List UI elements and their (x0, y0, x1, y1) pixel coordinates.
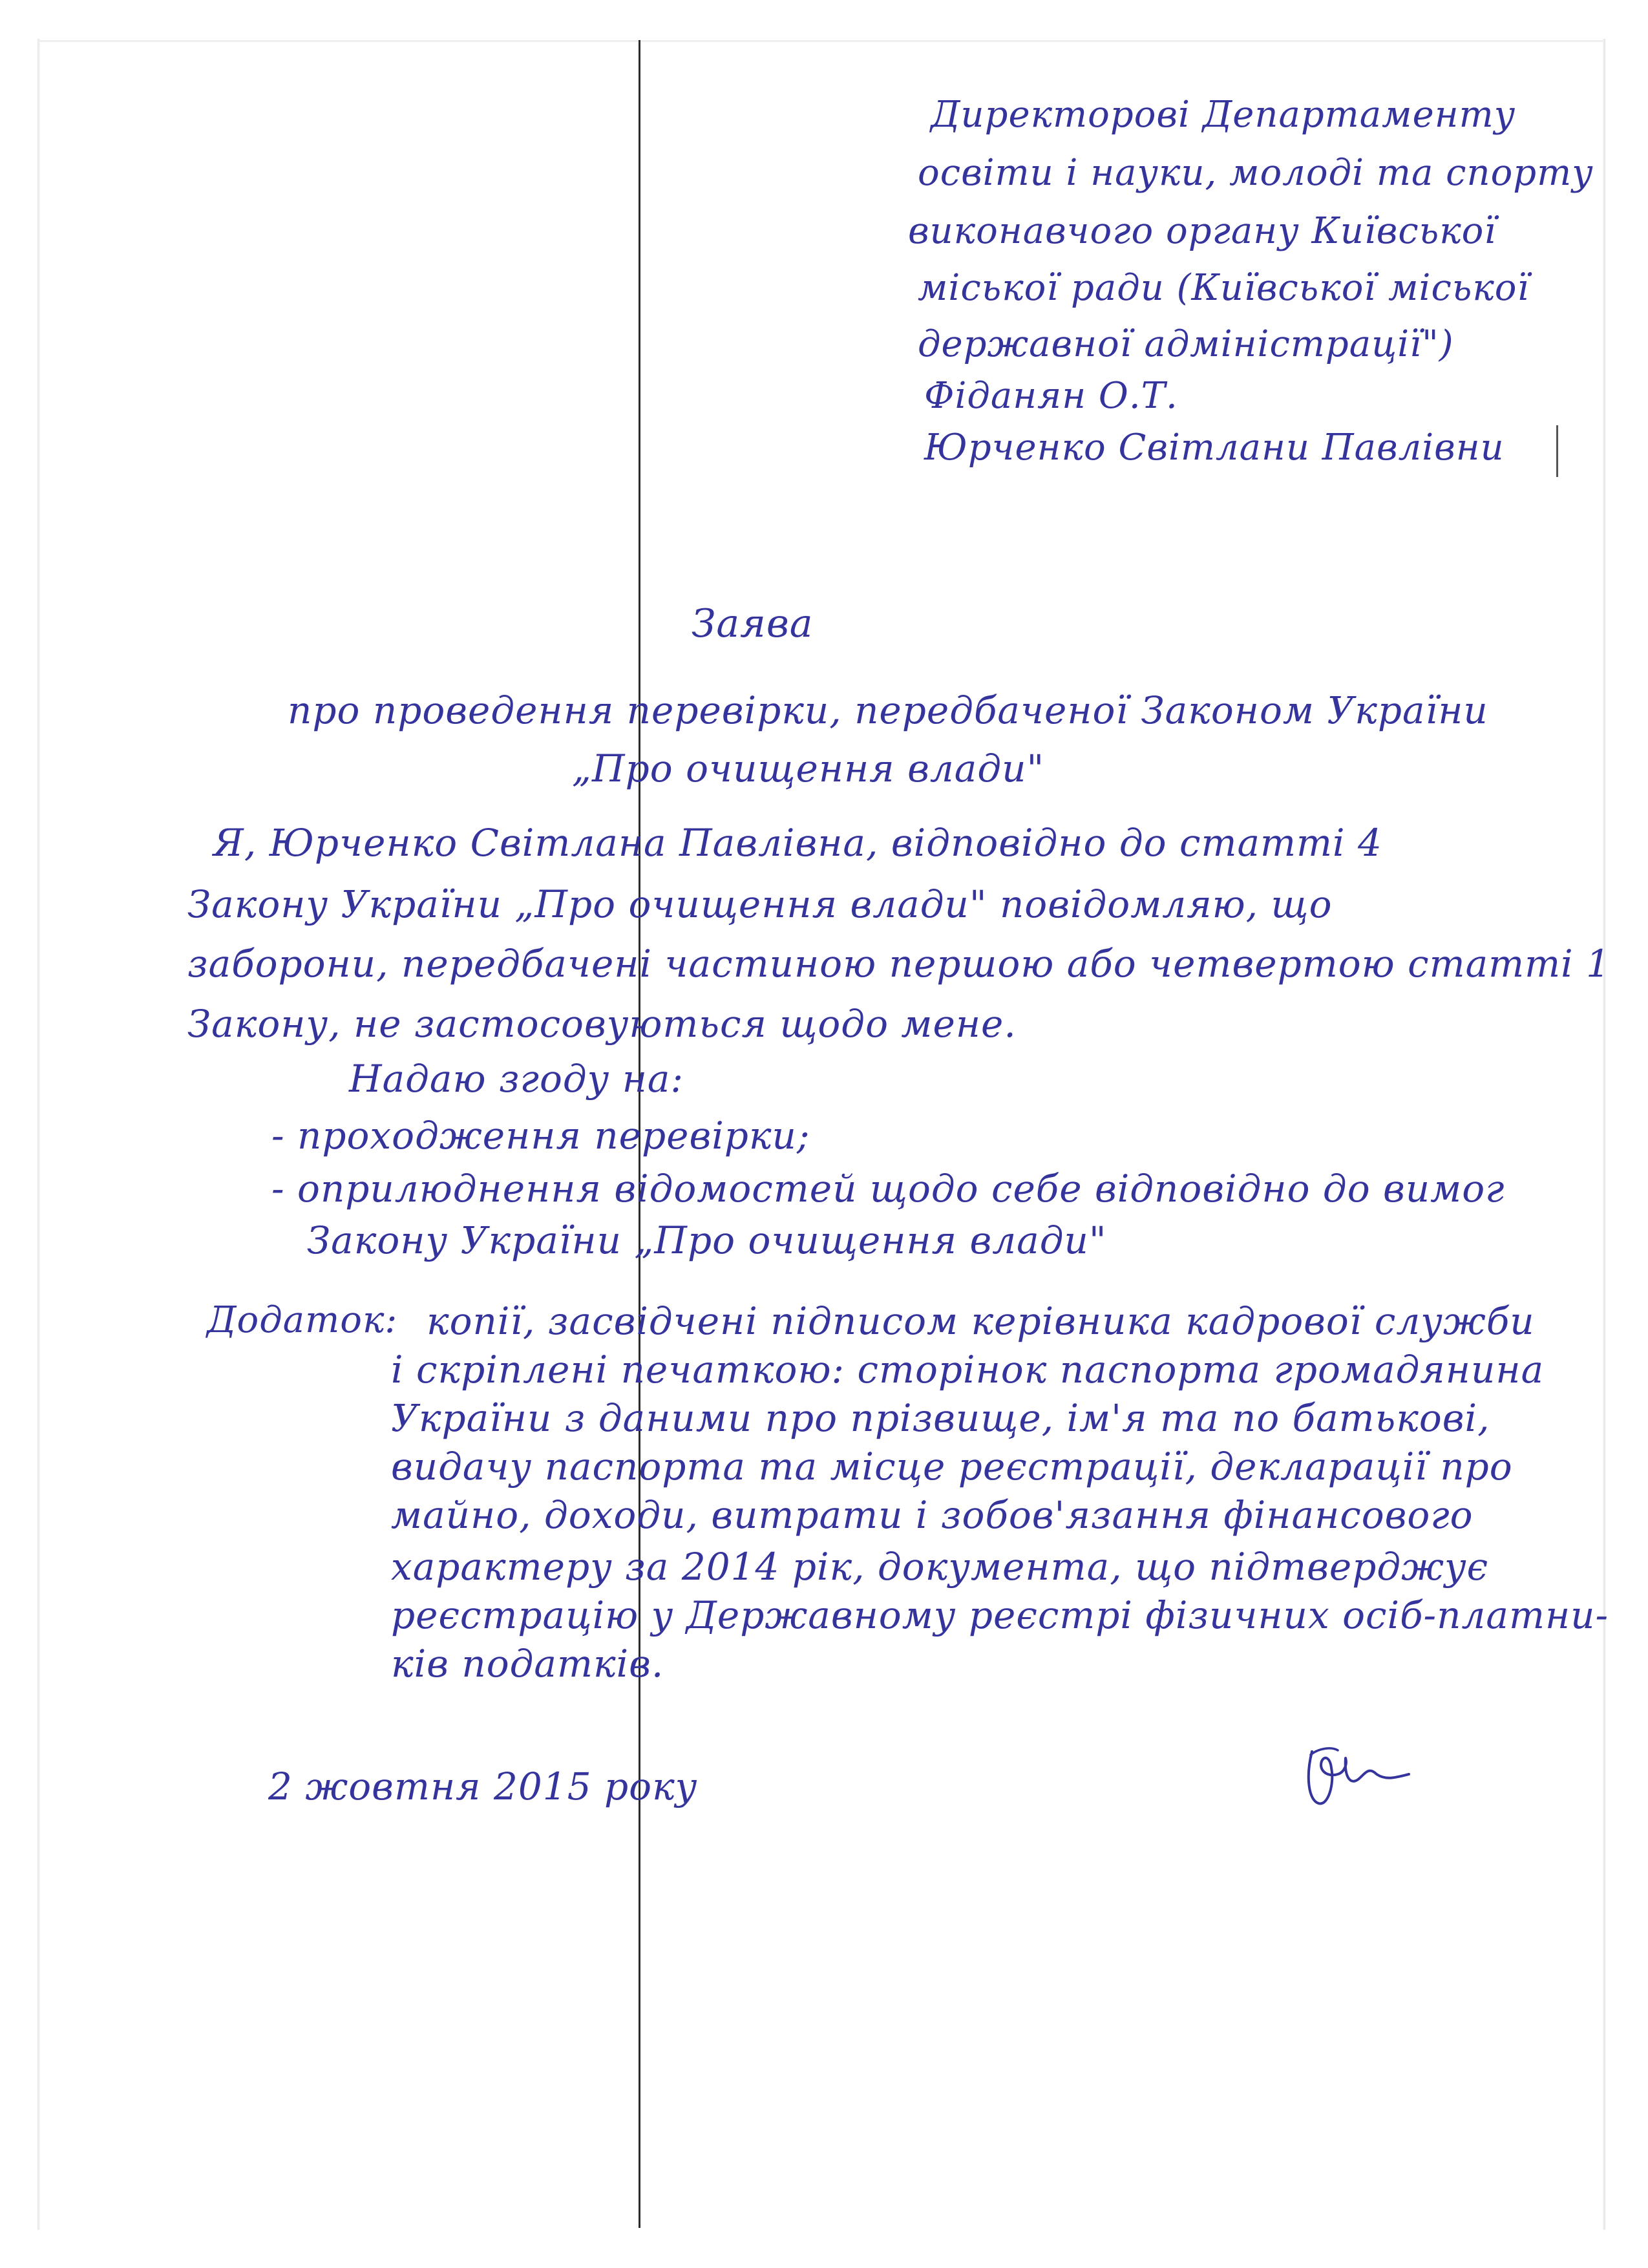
page-edge-top (39, 40, 1603, 42)
addressee-line: освіти і науки, молоді та спорту (918, 152, 1594, 194)
attachment-line: України з даними про прізвище, ім'я та по батькові, (391, 1396, 1490, 1440)
addressee-line: міської ради (Київської міської (918, 267, 1530, 309)
attachment-line: і скріплені печаткою: сторінок паспорта громадянина (391, 1348, 1545, 1392)
consent-item: Закону України „Про очищення влади" (307, 1218, 1107, 1262)
body-line: Я, Юрченко Світлана Павлівна, відповідно до статті 4 (213, 821, 1382, 865)
subtitle-line: про проведення перевірки, передбаченої Законом України (288, 688, 1488, 732)
consent-heading: Надаю згоду на: (349, 1057, 684, 1101)
margin-mark (1556, 425, 1558, 477)
addressee-line: державної адміністрації") (918, 323, 1454, 365)
body-line: заборони, передбачені частиною першою або четвертою статті 1 (187, 942, 1611, 986)
subtitle-line: „Про очищення влади" (572, 747, 1045, 790)
date: 2 жовтня 2015 року (268, 1765, 698, 1808)
consent-item: - оприлюднення відомостей щодо себе відповідно до вимог (271, 1167, 1505, 1211)
signature (1299, 1739, 1422, 1816)
attachment-line: копії, засвідчені підписом керівника кадрової служби (427, 1299, 1535, 1343)
consent-item: - проходження перевірки; (271, 1114, 810, 1158)
document-title: Заява (692, 601, 814, 646)
addressee-line: виконавчого органу Київської (908, 210, 1497, 252)
addressee-line: Директорові Департаменту (931, 94, 1516, 136)
addressee-line: Фіданян О.Т. (924, 375, 1178, 417)
page-edge-left (37, 39, 40, 2230)
body-line: Закону, не застосовуються щодо мене. (187, 1002, 1017, 1046)
addressee-line: Юрченко Світлани Павлівни (924, 427, 1505, 469)
page-edge-right (1603, 39, 1605, 2230)
attachment-line: ків податків. (391, 1642, 664, 1686)
attachment-line: характеру за 2014 рік, документа, що підтверджує (391, 1545, 1489, 1589)
attachment-line: майно, доходи, витрати і зобов'язання фінансового (391, 1493, 1474, 1537)
attachment-line: реєстрацію у Державному реєстрі фізичних осіб-платни- (391, 1593, 1609, 1637)
attachment-label: Додаток: (207, 1299, 398, 1341)
body-line: Закону України „Про очищення влади" повідомляю, що (187, 882, 1333, 926)
attachment-line: видачу паспорта та місце реєстрації, декларації про (391, 1445, 1513, 1489)
